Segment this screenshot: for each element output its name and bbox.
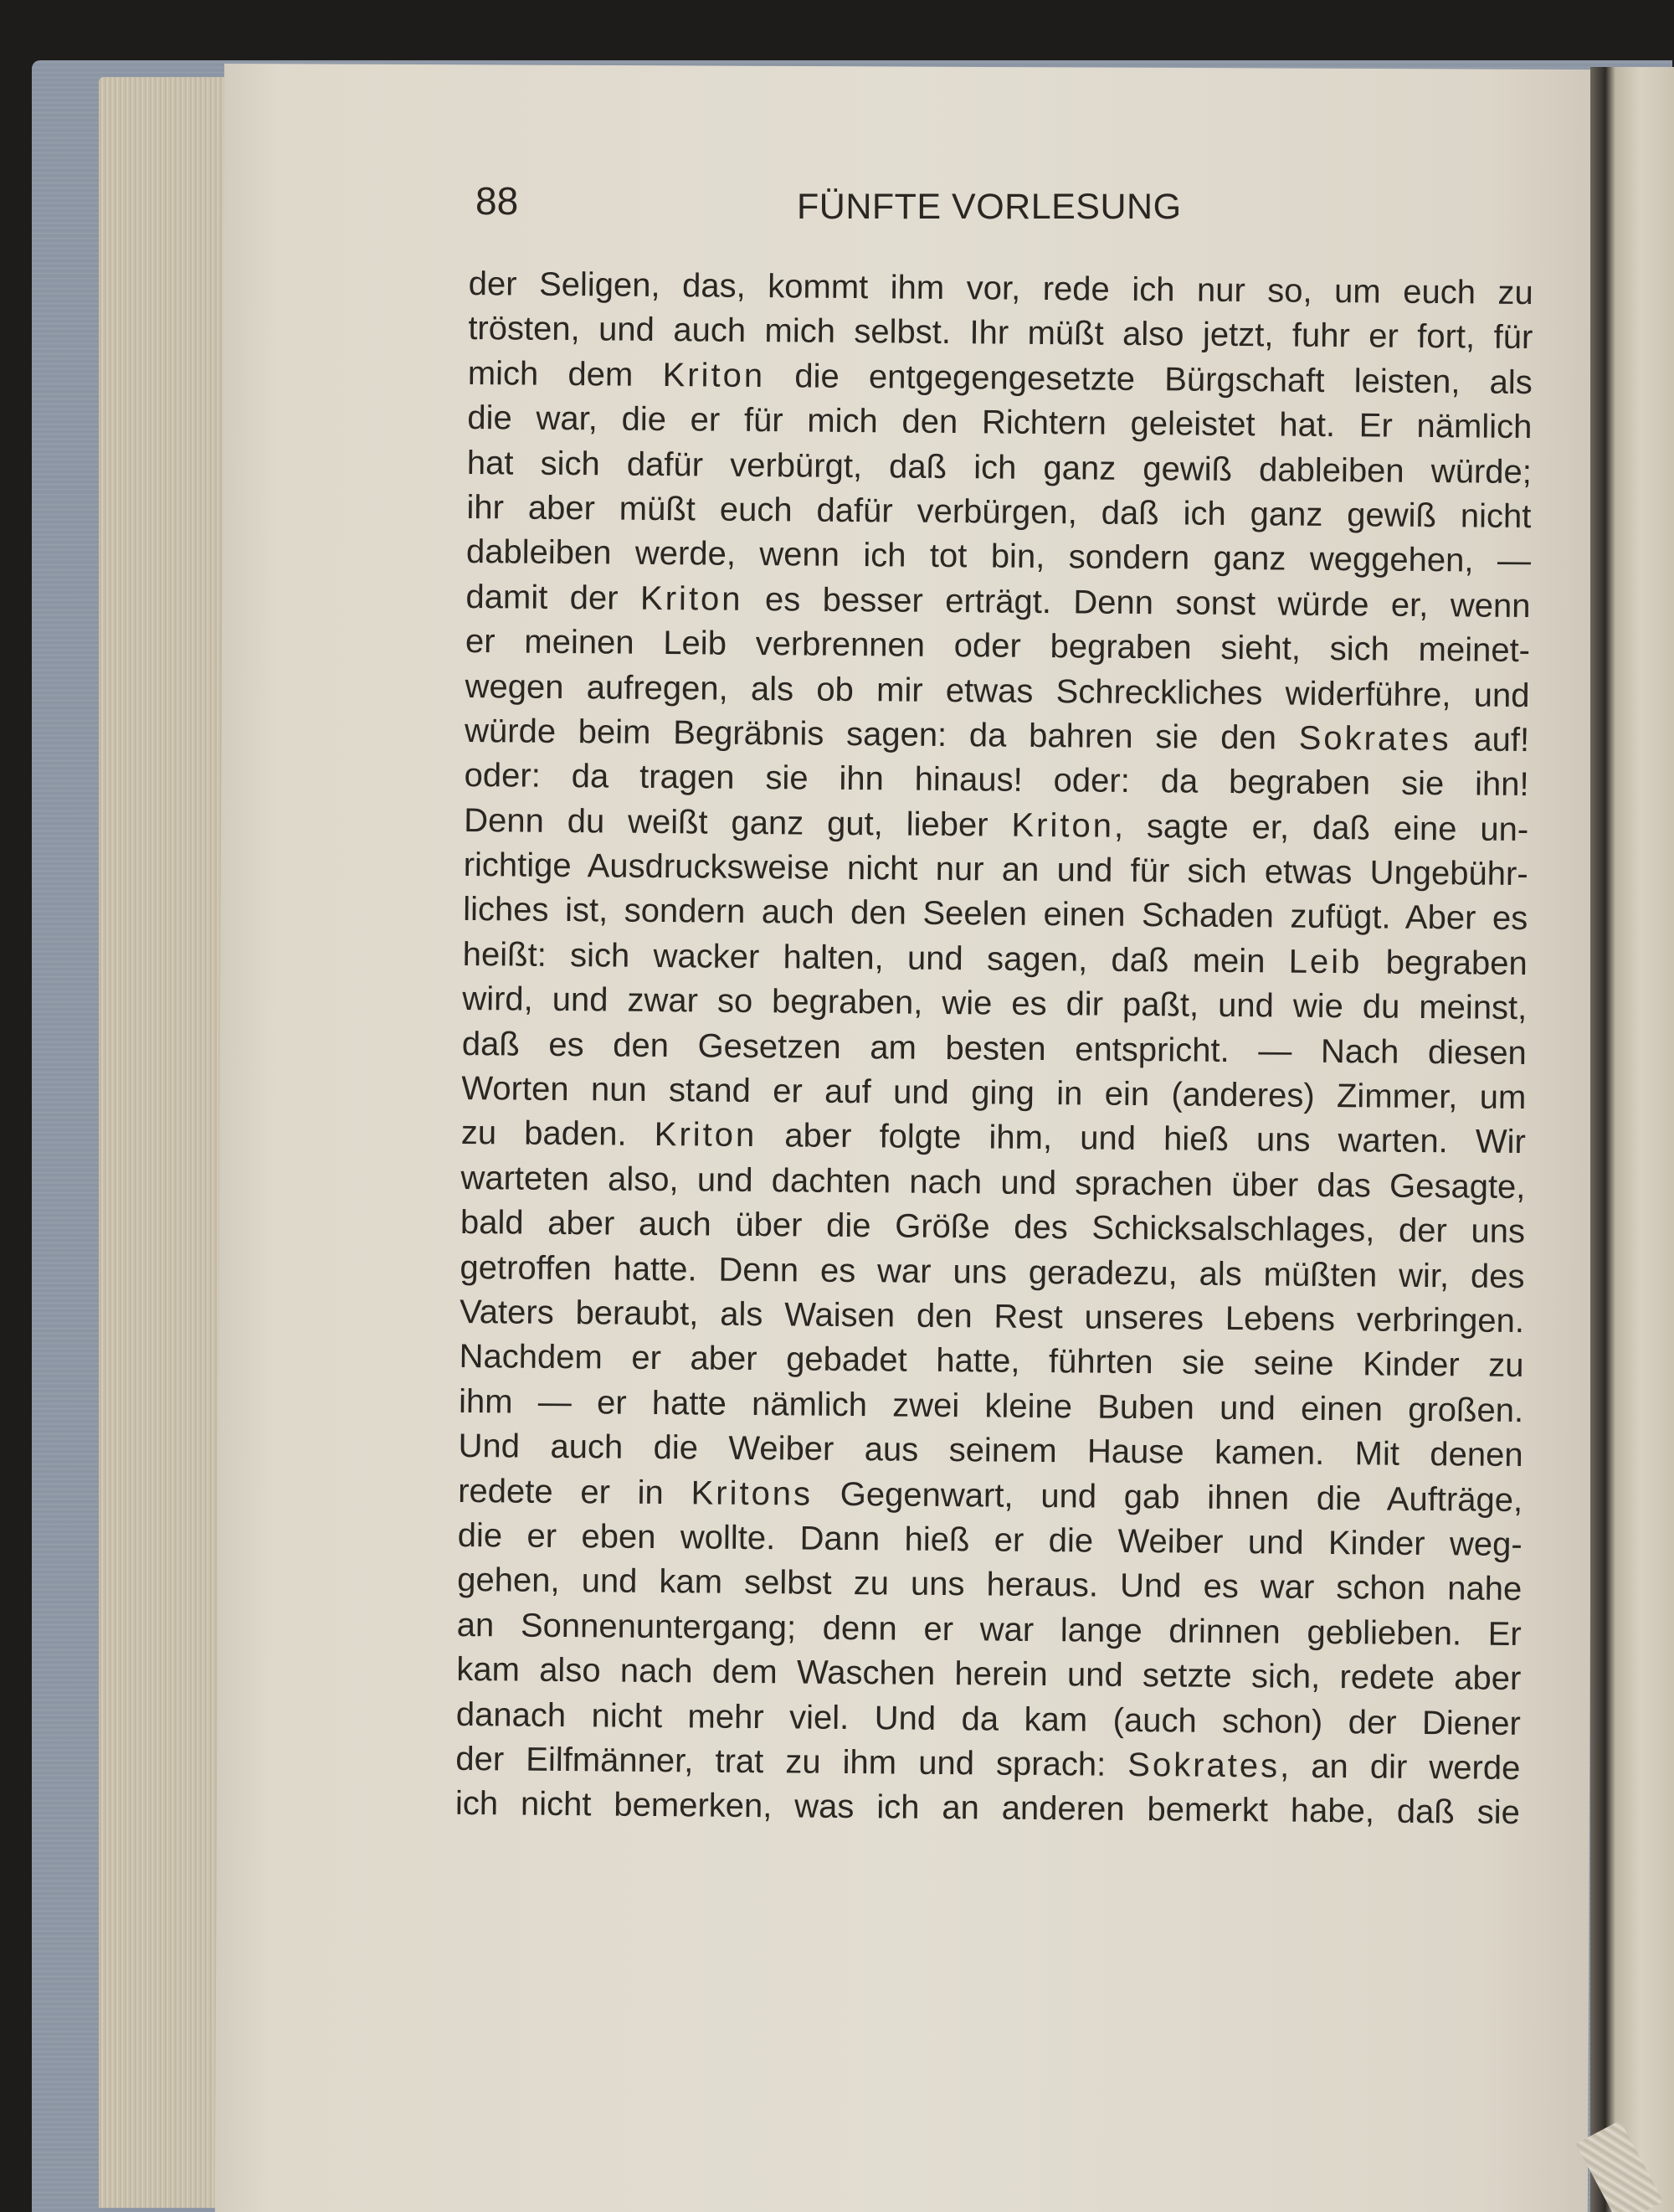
page-number: 88: [475, 179, 519, 223]
text-run: der Eilfmänner, trat zu ihm und sprach:: [455, 1740, 1128, 1783]
text-run: , an dir werde: [1279, 1747, 1521, 1787]
text-run: kam also nach dem Waschen herein und setzte sich, redete aber: [456, 1651, 1522, 1698]
text-run: , sagte er, daß eine un-: [1113, 807, 1529, 848]
text-run: liches ist, sondern auch den Seelen einen Schaden zufügt. Aber es: [463, 891, 1528, 938]
text-run: Nachdem er aber gebadet hatte, führten sie seine Kinder zu: [459, 1338, 1524, 1385]
text-run: die er eben wollte. Dann hieß er die Weiber und Kinder weg-: [457, 1516, 1523, 1563]
text-run: damit der: [465, 578, 641, 617]
text-run: aber folgte ihm, und hieß uns warten. Wir: [757, 1117, 1527, 1161]
text-run: es besser erträgt. Denn sonst würde er, wenn: [742, 580, 1531, 625]
text-run: ihr aber müßt euch dafür verbürgen, daß ich ganz gewiß nicht: [466, 488, 1532, 536]
text-run: begraben: [1362, 944, 1528, 982]
spaced-name: Sokrates: [1127, 1746, 1281, 1785]
text-run: Denn du weißt ganz gut, lieber: [463, 801, 1012, 844]
text-run: redete er in: [458, 1472, 691, 1511]
text-run: wegen aufregen, als ob mir etwas Schreckliches widerführe, und: [465, 667, 1530, 714]
text-run: wird, und zwar so begraben, wie es dir paßt, und wie du meinst,: [462, 980, 1528, 1027]
spaced-name: Kriton: [639, 579, 743, 618]
spaced-name: Leib: [1288, 943, 1363, 981]
text-run: trösten, und auch mich selbst. Ihr müßt also jetzt, fuhr er fort, für: [468, 310, 1533, 357]
text-run: die entgegengesetzte Bürgschaft leisten, als: [764, 357, 1533, 401]
running-head: FÜNFTE VORLESUNG: [797, 187, 1182, 227]
text-run: auf!: [1451, 721, 1530, 759]
text-run: warteten also, und dachten nach und sprachen über das Gesagte,: [460, 1159, 1526, 1206]
text-run: der Seligen, das, kommt ihm vor, rede ich nur so, um euch zu: [468, 265, 1533, 312]
spaced-name: Kriton: [662, 356, 766, 394]
text-run: die war, die er für mich den Richtern geleistet hat. Er nämlich: [467, 399, 1533, 446]
book-gutter: [1590, 67, 1674, 2212]
text-run: ihm — er hatte nämlich zwei kleine Buben und einen großen.: [458, 1382, 1524, 1429]
spaced-name: Kritons: [691, 1474, 814, 1513]
text-run: hat sich dafür verbürgt, daß ich ganz gewiß dableiben würde;: [466, 444, 1533, 491]
text-run: getroffen hatte. Denn es war uns geradezu, als müßten wir, des: [460, 1248, 1525, 1295]
text-run: Vaters beraubt, als Waisen den Rest unseres Lebens verbringen.: [459, 1293, 1525, 1340]
text-run: an Sonnenuntergang; denn er war lange drinnen geblieben. Er: [456, 1606, 1522, 1653]
text-run: mich dem: [467, 354, 663, 394]
text-run: ich nicht bemerken, was ich an anderen bemerkt habe, daß sie: [454, 1785, 1521, 1832]
text-line: [455, 1782, 1520, 1835]
text-run: gehen, und kam selbst zu uns heraus. Und es war schon nahe: [457, 1561, 1523, 1608]
text-run: er meinen Leib verbrennen oder begraben sieht, sich meinet-: [465, 623, 1531, 670]
text-run: Gegenwart, und gab ihnen die Aufträge,: [812, 1475, 1523, 1519]
text-run: Worten nun stand er auf und ging in ein (anderes) Zimmer, um: [461, 1069, 1527, 1117]
spaced-name: Kriton: [1011, 806, 1115, 845]
text-run: würde beim Begräbnis sagen: da bahren sie den: [464, 712, 1299, 757]
text-run: bald aber auch über die Größe des Schicksalschlages, der uns: [460, 1204, 1526, 1251]
body-text: [455, 262, 1533, 1836]
text-run: Und auch die Weiber aus seinem Hause kamen. Mit denen: [458, 1428, 1523, 1474]
spaced-name: Kriton: [654, 1116, 757, 1155]
text-run: zu baden.: [460, 1114, 655, 1154]
text-run: richtige Ausdrucksweise nicht nur an und für sich etwas Ungebühr-: [463, 846, 1528, 893]
text-run: oder: da tragen sie ihn hinaus! oder: da begraben sie ihn!: [464, 757, 1529, 804]
text-run: daß es den Gesetzen am besten entspricht. — Nach diesen: [461, 1025, 1527, 1072]
text-run: heißt: sich wacker halten, und sagen, daß mein: [462, 935, 1289, 980]
text-run: danach nicht mehr viel. Und da kam (auch schon) der Diener: [455, 1695, 1522, 1742]
spaced-name: Sokrates: [1298, 719, 1451, 759]
text-run: dableiben werde, wenn ich tot bin, sondern ganz weggehen, —: [465, 533, 1532, 580]
page-header: [475, 178, 1212, 245]
